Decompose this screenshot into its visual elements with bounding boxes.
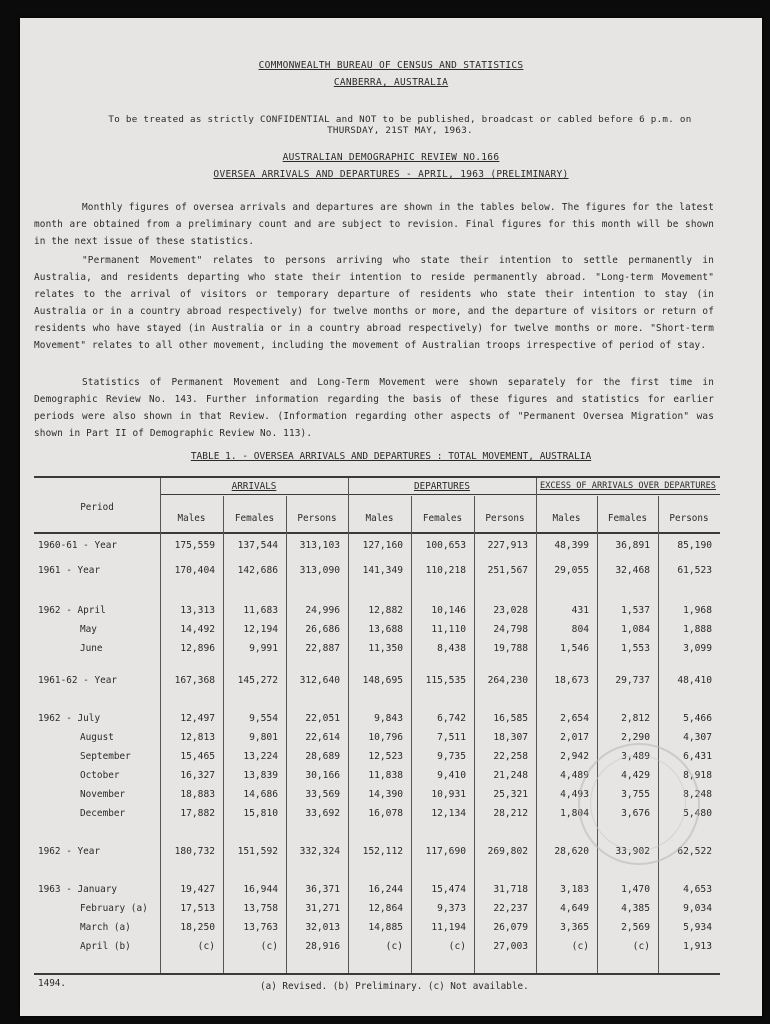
table-cell: 180,732 xyxy=(174,846,215,857)
table-cell: 152,112 xyxy=(362,846,403,857)
table-cell: 36,891 xyxy=(615,540,650,551)
table-cell: 27,003 xyxy=(493,941,528,952)
table-cell: 11,194 xyxy=(431,922,466,933)
paragraph-intro: Monthly figures of oversea arrivals and departures are shown in the tables below. The figures for the latest month are obtained from a preliminary count and are subject to revision. Final figures for this month will be shown in the next issue of these statistics. xyxy=(34,202,714,247)
table-cell: 6,431 xyxy=(683,751,712,762)
table-cell: 25,321 xyxy=(493,789,528,800)
table-cell: 9,735 xyxy=(437,751,466,762)
table-cell: 14,492 xyxy=(180,624,215,635)
table-cell: 332,324 xyxy=(299,846,340,857)
table-cell: 15,810 xyxy=(243,808,278,819)
document-page xyxy=(20,18,762,1016)
table-cell: 4,493 xyxy=(560,789,589,800)
table-cell: 16,078 xyxy=(368,808,403,819)
table-cell: 9,991 xyxy=(249,643,278,654)
divider-departures xyxy=(536,478,537,973)
table-cell: 4,649 xyxy=(560,903,589,914)
table-cell: 17,882 xyxy=(180,808,215,819)
table-cell: (c) xyxy=(571,941,589,952)
table-cell: 3,755 xyxy=(621,789,650,800)
table-cell: 142,686 xyxy=(237,565,278,576)
table-cell: 1,084 xyxy=(621,624,650,635)
table-cell: 3,183 xyxy=(560,884,589,895)
table-cell: 1,470 xyxy=(621,884,650,895)
row-period-label: 1962 - April xyxy=(38,605,106,616)
table-cell: 1,537 xyxy=(621,605,650,616)
group-header-excess: EXCESS OF ARRIVALS OVER DEPARTURES xyxy=(540,481,716,491)
group-rule xyxy=(160,494,720,495)
table-cell: 9,373 xyxy=(437,903,466,914)
divider-period xyxy=(160,478,161,973)
table-cell: 29,737 xyxy=(615,675,650,686)
table-cell: 11,350 xyxy=(368,643,403,654)
table-cell: 29,055 xyxy=(554,565,589,576)
table-cell: 32,468 xyxy=(615,565,650,576)
table-cell: 14,686 xyxy=(243,789,278,800)
column-header: Persons xyxy=(669,513,709,524)
row-period-label: June xyxy=(80,643,103,654)
table-cell: 145,272 xyxy=(237,675,278,686)
table-cell: 15,474 xyxy=(431,884,466,895)
table-cell: 16,944 xyxy=(243,884,278,895)
table-cell: 5,934 xyxy=(683,922,712,933)
table-cell: 33,902 xyxy=(615,846,650,857)
table-cell: 12,813 xyxy=(180,732,215,743)
bureau-location: CANBERRA, AUSTRALIA xyxy=(333,77,449,88)
table-cell: (c) xyxy=(632,941,650,952)
table-cell: 264,230 xyxy=(487,675,528,686)
table-cell: 804 xyxy=(571,624,589,635)
column-header: Males xyxy=(365,513,394,524)
row-period-label: 1960-61 - Year xyxy=(38,540,118,551)
table-cell: 9,410 xyxy=(437,770,466,781)
table-cell: (c) xyxy=(260,941,278,952)
table-cell: 30,166 xyxy=(305,770,340,781)
row-period-label: April (b) xyxy=(80,941,131,952)
table-cell: 14,885 xyxy=(368,922,403,933)
table-cell: 2,812 xyxy=(621,713,650,724)
table-cell: 117,690 xyxy=(425,846,466,857)
paragraph-statistics-note: Statistics of Permanent Movement and Long-Term Movement were shown separately for the first time in Demographic Review No. 143. Further information regarding the basis of these figures and statistics for earlier periods were also shown in that Review. (Information regarding other aspects of "Permanent Oversea Migration" was shown in Part II of Demographic Review No. 113). xyxy=(34,377,714,439)
row-period-label: December xyxy=(80,808,126,819)
column-header: Males xyxy=(552,513,581,524)
table-cell: 33,692 xyxy=(305,808,340,819)
table-cell: 11,110 xyxy=(431,624,466,635)
table-cell: 6,742 xyxy=(437,713,466,724)
table-cell: 167,368 xyxy=(174,675,215,686)
table-cell: 115,535 xyxy=(425,675,466,686)
column-header: Persons xyxy=(297,513,337,524)
table-cell: 2,017 xyxy=(560,732,589,743)
table-cell: 1,913 xyxy=(683,941,712,952)
row-period-label: May xyxy=(80,624,97,635)
review-title: AUSTRALIAN DEMOGRAPHIC REVIEW NO.166 xyxy=(282,152,500,163)
table-cell: 17,513 xyxy=(180,903,215,914)
table-cell: 48,399 xyxy=(554,540,589,551)
header-bottom-rule xyxy=(34,532,720,534)
table-cell: 13,688 xyxy=(368,624,403,635)
table-cell: 5,466 xyxy=(683,713,712,724)
table-cell: 313,090 xyxy=(299,565,340,576)
table-cell: (c) xyxy=(448,941,466,952)
table-cell: 8,438 xyxy=(437,643,466,654)
table-cell: (c) xyxy=(385,941,403,952)
table-cell: 10,931 xyxy=(431,789,466,800)
table-cell: 36,371 xyxy=(305,884,340,895)
table-cell: 19,427 xyxy=(180,884,215,895)
table-cell: 137,544 xyxy=(237,540,278,551)
table-cell: 22,614 xyxy=(305,732,340,743)
table-cell: 8,918 xyxy=(683,770,712,781)
table-cell: 2,569 xyxy=(621,922,650,933)
column-header: Females xyxy=(422,513,463,524)
table-cell: 12,134 xyxy=(431,808,466,819)
bureau-title: COMMONWEALTH BUREAU OF CENSUS AND STATISTICS xyxy=(258,60,524,71)
row-period-label: February (a) xyxy=(80,903,148,914)
table-cell: 26,686 xyxy=(305,624,340,635)
table-cell: 13,758 xyxy=(243,903,278,914)
page-reference: 1494. xyxy=(38,978,66,989)
table-cell: 4,653 xyxy=(683,884,712,895)
table-cell: 18,673 xyxy=(554,675,589,686)
table-cell: 2,942 xyxy=(560,751,589,762)
official-stamp-inner xyxy=(590,755,686,851)
row-period-label: March (a) xyxy=(80,922,131,933)
table-cell: 15,465 xyxy=(180,751,215,762)
table-cell: 24,798 xyxy=(493,624,528,635)
table-cell: 4,307 xyxy=(683,732,712,743)
table-cell: 7,511 xyxy=(437,732,466,743)
table-cell: 141,349 xyxy=(362,565,403,576)
table-cell: 13,763 xyxy=(243,922,278,933)
table-cell: 4,489 xyxy=(560,770,589,781)
table-cell: 175,559 xyxy=(174,540,215,551)
table-cell: 28,212 xyxy=(493,808,528,819)
table-cell: 21,248 xyxy=(493,770,528,781)
table-cell: 22,258 xyxy=(493,751,528,762)
table-cell: 1,968 xyxy=(683,605,712,616)
table-cell: 5,480 xyxy=(683,808,712,819)
row-period-label: October xyxy=(80,770,120,781)
table-cell: 10,146 xyxy=(431,605,466,616)
table-cell: 13,839 xyxy=(243,770,278,781)
table-cell: 12,882 xyxy=(368,605,403,616)
table-cell: 61,523 xyxy=(677,565,712,576)
table-cell: 151,592 xyxy=(237,846,278,857)
table-cell: 2,654 xyxy=(560,713,589,724)
table-cell: 12,523 xyxy=(368,751,403,762)
table-cell: 10,796 xyxy=(368,732,403,743)
table-cell: 2,290 xyxy=(621,732,650,743)
table-cell: 26,079 xyxy=(493,922,528,933)
table-cell: 18,307 xyxy=(493,732,528,743)
table-cell: 85,190 xyxy=(677,540,712,551)
table-cell: 3,676 xyxy=(621,808,650,819)
table-cell: 14,390 xyxy=(368,789,403,800)
table-cell: 227,913 xyxy=(487,540,528,551)
row-period-label: 1962 - July xyxy=(38,713,101,724)
table-cell: 3,099 xyxy=(683,643,712,654)
table-cell: 48,410 xyxy=(677,675,712,686)
paragraph-definitions: "Permanent Movement" relates to persons arriving who state their intention to settle permanently in Australia, and residents departing who state their intention to reside permanently abroad. "Long-term Movement" relates to the arrival of visitors or temporary departure of residents who state their intention to stay (in Australia or in a country abroad respectively) for twelve months or more, and the departure of visitors or return of residents who have stayed (in Australia or in a country abroad respectively) for twelve months or more. "Short-term Movement" relates to all other movement, including the movement of Australian troops irrespective of period of stay. xyxy=(34,255,714,351)
table-cell: 4,385 xyxy=(621,903,650,914)
table-cell: 18,883 xyxy=(180,789,215,800)
row-period-label: August xyxy=(80,732,114,743)
table-cell: 1,553 xyxy=(621,643,650,654)
table-cell: 22,887 xyxy=(305,643,340,654)
table-cell: 13,313 xyxy=(180,605,215,616)
table-cell: 1,546 xyxy=(560,643,589,654)
row-period-label: September xyxy=(80,751,131,762)
table-cell: (c) xyxy=(197,941,215,952)
table-cell: 28,916 xyxy=(305,941,340,952)
table-cell: 31,271 xyxy=(305,903,340,914)
table-cell: 32,013 xyxy=(305,922,340,933)
table-cell: 312,640 xyxy=(299,675,340,686)
row-period-label: 1961 - Year xyxy=(38,565,101,576)
footnote: (a) Revised. (b) Preliminary. (c) Not available. xyxy=(260,981,529,992)
table-cell: 269,802 xyxy=(487,846,528,857)
table-cell: 11,683 xyxy=(243,605,278,616)
table-cell: 22,237 xyxy=(493,903,528,914)
table-cell: 19,788 xyxy=(493,643,528,654)
review-subtitle: OVERSEA ARRIVALS AND DEPARTURES - APRIL, 1963 (PRELIMINARY) xyxy=(213,169,569,180)
table-cell: 1,888 xyxy=(683,624,712,635)
column-header: Males xyxy=(177,513,206,524)
table-cell: 100,653 xyxy=(425,540,466,551)
table-cell: 127,160 xyxy=(362,540,403,551)
table-title: TABLE 1. - OVERSEA ARRIVALS AND DEPARTURES : TOTAL MOVEMENT, AUSTRALIA xyxy=(190,451,592,462)
table-cell: 16,327 xyxy=(180,770,215,781)
column-header: Females xyxy=(607,513,648,524)
table-cell: 23,028 xyxy=(493,605,528,616)
table-cell: 170,404 xyxy=(174,565,215,576)
table-cell: 9,843 xyxy=(374,713,403,724)
table-cell: 313,103 xyxy=(299,540,340,551)
table-cell: 431 xyxy=(571,605,589,616)
table-bottom-rule xyxy=(34,973,720,975)
table-cell: 62,522 xyxy=(677,846,712,857)
column-header: Persons xyxy=(485,513,525,524)
table-cell: 12,864 xyxy=(368,903,403,914)
divider-arrivals xyxy=(348,478,349,973)
group-header-arrivals: ARRIVALS xyxy=(231,481,277,492)
table-cell: 8,248 xyxy=(683,789,712,800)
row-period-label: November xyxy=(80,789,126,800)
table-cell: 28,689 xyxy=(305,751,340,762)
row-period-label: 1962 - Year xyxy=(38,846,101,857)
table-cell: 18,250 xyxy=(180,922,215,933)
table-cell: 22,051 xyxy=(305,713,340,724)
table-cell: 16,585 xyxy=(493,713,528,724)
table-cell: 9,554 xyxy=(249,713,278,724)
column-header: Females xyxy=(234,513,275,524)
table-cell: 148,695 xyxy=(362,675,403,686)
table-cell: 1,804 xyxy=(560,808,589,819)
table-cell: 3,489 xyxy=(621,751,650,762)
confidential-notice: To be treated as strictly CONFIDENTIAL and NOT to be published, broadcast or cabled before 6 p.m. on THURSDAY, 21ST MAY, 1963. xyxy=(108,114,692,136)
period-header: Period xyxy=(80,502,114,513)
table-cell: 11,838 xyxy=(368,770,403,781)
row-period-label: 1961-62 - Year xyxy=(38,675,118,686)
table-cell: 251,567 xyxy=(487,565,528,576)
table-cell: 3,365 xyxy=(560,922,589,933)
table-cell: 16,244 xyxy=(368,884,403,895)
table-cell: 4,429 xyxy=(621,770,650,781)
table-cell: 9,034 xyxy=(683,903,712,914)
table-cell: 13,224 xyxy=(243,751,278,762)
table-cell: 12,896 xyxy=(180,643,215,654)
table-cell: 28,620 xyxy=(554,846,589,857)
table-cell: 12,497 xyxy=(180,713,215,724)
group-header-departures: DEPARTURES xyxy=(414,481,470,492)
table-cell: 110,218 xyxy=(425,565,466,576)
table-cell: 33,569 xyxy=(305,789,340,800)
table-cell: 12,194 xyxy=(243,624,278,635)
table-cell: 24,996 xyxy=(305,605,340,616)
table-cell: 31,718 xyxy=(493,884,528,895)
table-cell: 9,801 xyxy=(249,732,278,743)
row-period-label: 1963 - January xyxy=(38,884,118,895)
table-top-rule xyxy=(34,476,720,478)
